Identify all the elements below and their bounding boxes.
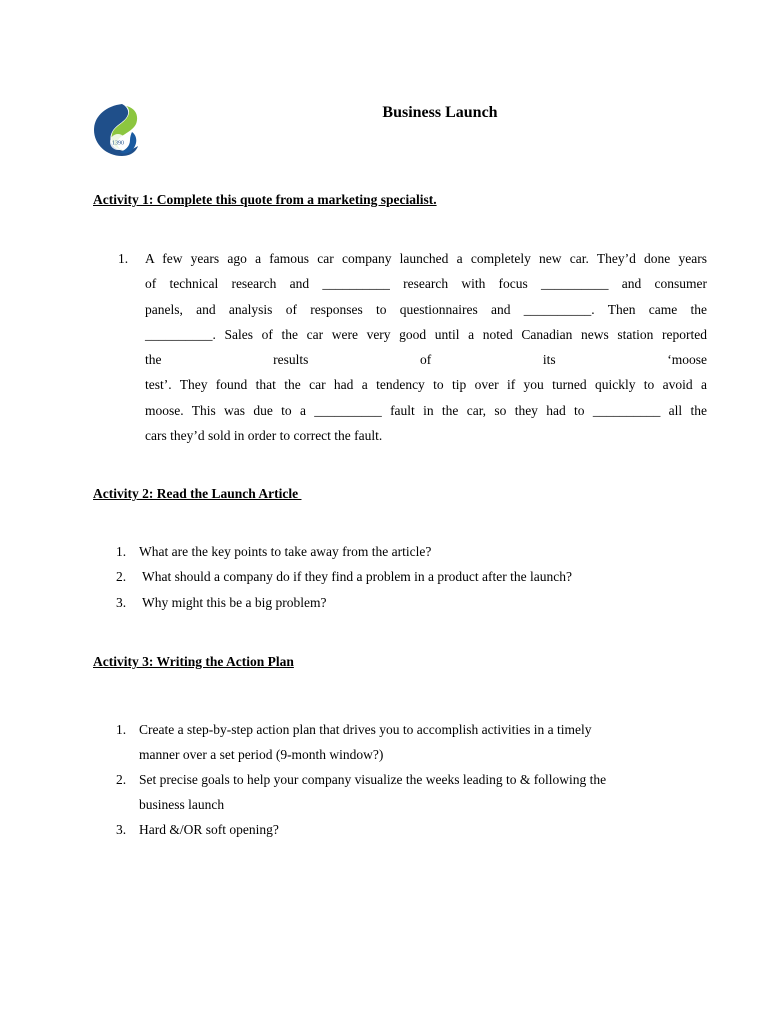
quote-line: __________. Sales of the car were very good until a noted Canadian news station reported [145,326,707,342]
quote-line: moose. This was due to a __________ fault in the car, so they had to __________ all the [145,402,707,418]
activity-2-heading: Activity 2: Read the Launch Article [93,486,302,501]
svg-text:1390: 1390 [112,140,124,147]
list-item [116,717,699,767]
quote-line: cars they’d sold in order to correct the fault. [145,428,383,444]
item-text: Why might this be a big problem? [142,594,327,610]
quote-word: of [419,352,432,368]
list-item [116,817,699,842]
item-number: 3. [116,594,127,610]
activity-1-heading: Activity 1: Complete this quote from a marketing specialist. [93,192,437,207]
activity-1-quote [145,246,707,448]
document-title: Business Launch [382,104,498,121]
quote-line: A few years ago a famous car company launched a completely new car. They’d done years [145,251,707,266]
quote-word: its [542,352,556,368]
item-number: 3. [116,822,127,837]
quote-line [145,347,707,372]
quote-word: results [273,352,309,368]
item-number: 1. [116,722,127,737]
item-number: 2. [116,569,127,585]
quote-line: panels, and analysis of responses to questionnaires and __________. Then came the [145,301,707,317]
item-number: 2. [116,772,127,787]
item-text-line: business launch [139,797,225,812]
activity-3-steps [116,717,699,842]
quote-line: of technical research and __________ research with focus __________ and consumer [145,276,707,292]
quote-word: the [145,352,162,368]
item-text-line: Create a step-by-step action plan that drives you to accomplish activities in a timely [139,722,592,737]
activity-3-heading: Activity 3: Writing the Action Plan [93,654,294,669]
activity-1-number: 1. [118,251,129,266]
item-text-line: manner over a set period (9-month window?) [139,747,384,762]
item-text-line: Hard &/OR soft opening? [139,822,279,837]
item-text: What are the key points to take away from the article? [139,544,432,559]
quote-line: test’. They found that the car had a tendency to tip over if you turned quickly to avoid a [145,377,707,393]
quote-word: ‘moose [667,352,707,368]
list-item [116,767,699,817]
item-text-line: Set precise goals to help your company visualize the weeks leading to & following the [139,772,607,787]
item-number: 1. [116,544,127,559]
item-text: What should a company do if they find a problem in a product after the launch? [142,569,572,585]
